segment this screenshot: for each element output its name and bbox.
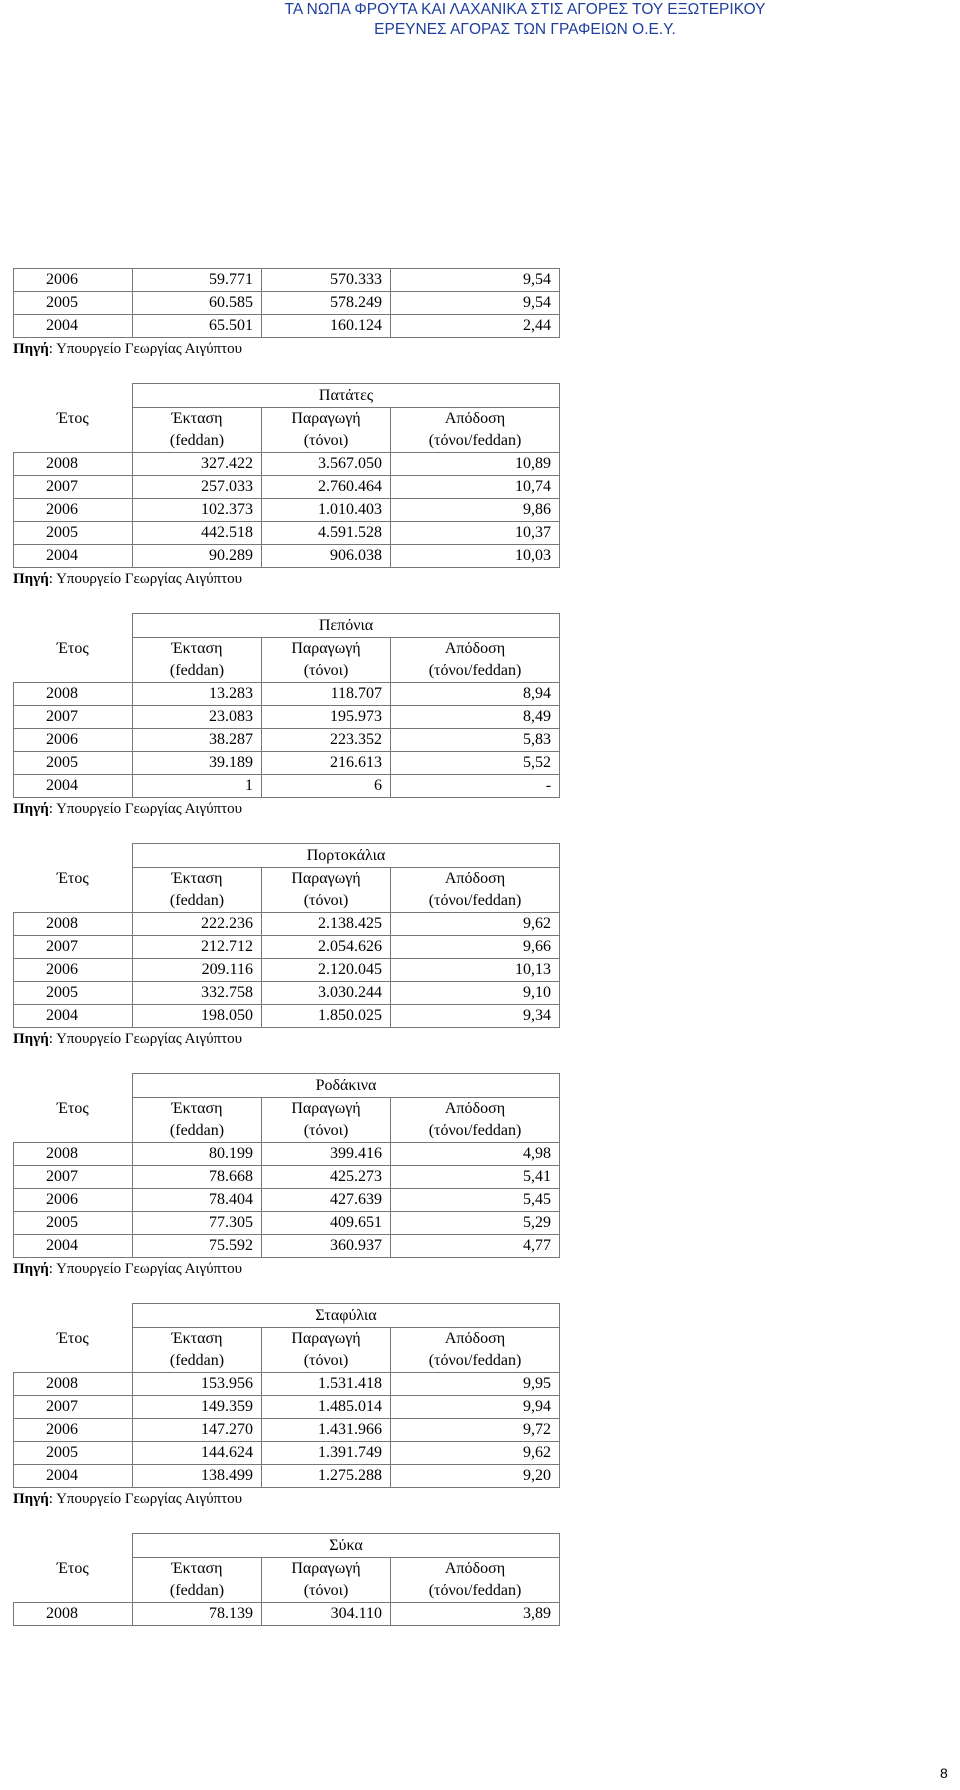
cell-area: 222.236 (133, 913, 262, 936)
cell-year: 2006 (14, 1189, 133, 1212)
crop-table (13, 1533, 560, 1626)
cell-area: 23.083 (133, 706, 262, 729)
header-subtitle: ΕΡΕΥΝΕΣ ΑΓΟΡΑΣ ΤΩΝ ΓΡΑΦΕΙΩΝ Ο.Ε.Υ. (374, 21, 676, 38)
cell-yield: 9,54 (391, 292, 560, 315)
column-unit-yield: (τόνοι/feddan) (391, 1580, 560, 1603)
column-unit-yield: (τόνοι/feddan) (391, 1120, 560, 1143)
cell-production: 570.333 (262, 269, 391, 292)
table-row (14, 1166, 560, 1189)
crop-table (13, 1073, 560, 1258)
table-row (14, 1603, 560, 1626)
table-header-units-row (14, 1120, 560, 1143)
cell-year: 2004 (14, 545, 133, 568)
crop-table (13, 1303, 560, 1488)
column-header-production: Παραγωγή (262, 1328, 391, 1351)
table-header-row (14, 1098, 560, 1121)
table-row (14, 1212, 560, 1235)
column-header-yield: Απόδοση (391, 1558, 560, 1581)
source-label: Πηγή (13, 341, 49, 357)
cell-year: 2006 (14, 499, 133, 522)
cell-year: 2004 (14, 775, 133, 798)
cell-year: 2006 (14, 959, 133, 982)
cell-production: 1.485.014 (262, 1396, 391, 1419)
cell-production: 1.531.418 (262, 1373, 391, 1396)
cell-yield: 2,44 (391, 315, 560, 338)
cell-year: 2008 (14, 913, 133, 936)
cell-year: 2004 (14, 1235, 133, 1258)
column-unit-production: (τόνοι) (262, 430, 391, 453)
cell-area: 60.585 (133, 292, 262, 315)
cell-year: 2004 (14, 315, 133, 338)
table-row (14, 1143, 560, 1166)
cell-production: 3.030.244 (262, 982, 391, 1005)
cell-production: 304.110 (262, 1603, 391, 1626)
column-unit-yield: (τόνοι/feddan) (391, 660, 560, 683)
cell-production: 360.937 (262, 1235, 391, 1258)
table-title-spacer (14, 614, 133, 638)
table-title-row (14, 614, 560, 638)
table-row (14, 545, 560, 568)
column-unit-year (14, 430, 133, 453)
column-header-yield: Απόδοση (391, 1098, 560, 1121)
cell-area: 38.287 (133, 729, 262, 752)
source-label: Πηγή (13, 1491, 49, 1507)
source-label: Πηγή (13, 801, 49, 817)
cell-area: 212.712 (133, 936, 262, 959)
cell-year: 2008 (14, 1603, 133, 1626)
cell-production: 2.054.626 (262, 936, 391, 959)
cell-yield: 10,13 (391, 959, 560, 982)
cell-year: 2004 (14, 1005, 133, 1028)
table-title-row (14, 1534, 560, 1558)
table-title-spacer (14, 1304, 133, 1328)
cell-production: 6 (262, 775, 391, 798)
column-unit-area: (feddan) (133, 1350, 262, 1373)
column-header-production: Παραγωγή (262, 1098, 391, 1121)
column-unit-yield: (τόνοι/feddan) (391, 890, 560, 913)
column-unit-year (14, 660, 133, 683)
cell-year: 2005 (14, 292, 133, 315)
cell-yield: - (391, 775, 560, 798)
cell-yield: 9,62 (391, 913, 560, 936)
column-header-production: Παραγωγή (262, 408, 391, 431)
cell-production: 2.138.425 (262, 913, 391, 936)
cell-area: 78.404 (133, 1189, 262, 1212)
cell-production: 906.038 (262, 545, 391, 568)
table-row (14, 752, 560, 775)
cell-production: 118.707 (262, 683, 391, 706)
column-header-area: Έκταση (133, 638, 262, 661)
cell-production: 427.639 (262, 1189, 391, 1212)
cell-yield: 5,29 (391, 1212, 560, 1235)
cell-production: 216.613 (262, 752, 391, 775)
cell-area: 327.422 (133, 453, 262, 476)
table-row (14, 1189, 560, 1212)
column-header-yield: Απόδοση (391, 408, 560, 431)
cell-yield: 5,83 (391, 729, 560, 752)
cell-year: 2006 (14, 1419, 133, 1442)
cell-yield: 9,62 (391, 1442, 560, 1465)
table-title-row (14, 844, 560, 868)
column-header-production: Παραγωγή (262, 638, 391, 661)
cell-production: 2.120.045 (262, 959, 391, 982)
page-number: 8 (940, 1765, 948, 1781)
source-text: : Υπουργείο Γεωργίας Αιγύπτου (48, 341, 243, 357)
cell-year: 2007 (14, 706, 133, 729)
source-text: : Υπουργείο Γεωργίας Αιγύπτου (48, 1261, 243, 1277)
column-header-year: Έτος (56, 639, 89, 657)
table-title-row (14, 1074, 560, 1098)
cell-area: 442.518 (133, 522, 262, 545)
table-title-row (14, 384, 560, 408)
table-header-units-row (14, 1580, 560, 1603)
column-unit-area: (feddan) (133, 890, 262, 913)
cell-area: 147.270 (133, 1419, 262, 1442)
crop-table (13, 843, 560, 1028)
cell-area: 149.359 (133, 1396, 262, 1419)
source-note (13, 1258, 559, 1280)
cell-production: 1.391.749 (262, 1442, 391, 1465)
cell-production: 1.431.966 (262, 1419, 391, 1442)
cell-yield: 9,72 (391, 1419, 560, 1442)
table-title: Πεπόνια (133, 614, 560, 638)
table-row (14, 1465, 560, 1488)
cell-area: 78.139 (133, 1603, 262, 1626)
table-header-units-row (14, 1350, 560, 1373)
source-note (13, 568, 559, 590)
table-row (14, 959, 560, 982)
table-title-row (14, 1304, 560, 1328)
cell-area: 77.305 (133, 1212, 262, 1235)
table-row (14, 706, 560, 729)
column-unit-area: (feddan) (133, 430, 262, 453)
cell-year: 2007 (14, 1166, 133, 1189)
cell-area: 209.116 (133, 959, 262, 982)
table-title: Σταφύλια (133, 1304, 560, 1328)
table-header-row (14, 1328, 560, 1351)
table-row (14, 522, 560, 545)
header-title: ΤΑ ΝΩΠΑ ΦΡΟΥΤΑ ΚΑΙ ΛΑΧΑΝΙΚΑ ΣΤΙΣ ΑΓΟΡΕΣ ΤΟΥ ΕΞΩΤΕΡΙΚΟΥ (284, 1, 766, 18)
cell-production: 160.124 (262, 315, 391, 338)
cell-year: 2007 (14, 1396, 133, 1419)
table-header-units-row (14, 890, 560, 913)
cell-production: 399.416 (262, 1143, 391, 1166)
table-row (14, 1419, 560, 1442)
cell-area: 144.624 (133, 1442, 262, 1465)
cell-production: 4.591.528 (262, 522, 391, 545)
column-unit-area: (feddan) (133, 660, 262, 683)
page-header (0, 0, 960, 40)
column-header-year: Έτος (56, 1559, 89, 1577)
table-row (14, 775, 560, 798)
cell-production: 2.760.464 (262, 476, 391, 499)
cell-yield: 9,95 (391, 1373, 560, 1396)
cell-year: 2007 (14, 476, 133, 499)
cell-area: 257.033 (133, 476, 262, 499)
crop-table-section (13, 1303, 559, 1510)
cell-yield: 8,94 (391, 683, 560, 706)
table-header-row (14, 1558, 560, 1581)
crop-table (13, 613, 560, 798)
source-label: Πηγή (13, 571, 49, 587)
column-unit-year (14, 1120, 133, 1143)
table-header-units-row (14, 660, 560, 683)
column-unit-production: (τόνοι) (262, 890, 391, 913)
source-note (13, 1488, 559, 1510)
column-header-area: Έκταση (133, 868, 262, 891)
crop-table-section (13, 268, 559, 360)
table-title: Σύκα (133, 1534, 560, 1558)
source-note (13, 798, 559, 820)
cell-area: 59.771 (133, 269, 262, 292)
crop-table-section (13, 383, 559, 590)
crop-table-section (13, 613, 559, 820)
source-note (13, 338, 559, 360)
cell-yield: 9,20 (391, 1465, 560, 1488)
column-unit-production: (τόνοι) (262, 1120, 391, 1143)
table-header-row (14, 408, 560, 431)
table-title-spacer (14, 1534, 133, 1558)
cell-area: 102.373 (133, 499, 262, 522)
cell-production: 1.850.025 (262, 1005, 391, 1028)
column-unit-year (14, 1350, 133, 1373)
cell-year: 2005 (14, 1442, 133, 1465)
cell-area: 198.050 (133, 1005, 262, 1028)
table-row (14, 453, 560, 476)
column-header-year: Έτος (56, 1099, 89, 1117)
column-unit-yield: (τόνοι/feddan) (391, 1350, 560, 1373)
column-header-area: Έκταση (133, 1098, 262, 1121)
crop-table (13, 268, 560, 338)
cell-area: 78.668 (133, 1166, 262, 1189)
crop-table (13, 383, 560, 568)
cell-area: 75.592 (133, 1235, 262, 1258)
cell-area: 90.289 (133, 545, 262, 568)
cell-production: 1.010.403 (262, 499, 391, 522)
cell-yield: 10,89 (391, 453, 560, 476)
source-text: : Υπουργείο Γεωργίας Αιγύπτου (48, 571, 243, 587)
column-unit-year (14, 1580, 133, 1603)
table-row (14, 913, 560, 936)
column-header-yield: Απόδοση (391, 638, 560, 661)
table-title: Ροδάκινα (133, 1074, 560, 1098)
table-row (14, 1005, 560, 1028)
cell-production: 425.273 (262, 1166, 391, 1189)
table-row (14, 1442, 560, 1465)
cell-yield: 10,74 (391, 476, 560, 499)
column-unit-production: (τόνοι) (262, 1580, 391, 1603)
cell-year: 2005 (14, 752, 133, 775)
cell-yield: 5,52 (391, 752, 560, 775)
table-title-spacer (14, 384, 133, 408)
cell-area: 13.283 (133, 683, 262, 706)
table-row (14, 729, 560, 752)
cell-production: 195.973 (262, 706, 391, 729)
column-header-yield: Απόδοση (391, 1328, 560, 1351)
cell-area: 138.499 (133, 1465, 262, 1488)
cell-yield: 9,86 (391, 499, 560, 522)
table-title-spacer (14, 1074, 133, 1098)
table-row (14, 936, 560, 959)
table-header-row (14, 868, 560, 891)
column-unit-yield: (τόνοι/feddan) (391, 430, 560, 453)
table-row (14, 292, 560, 315)
column-header-area: Έκταση (133, 408, 262, 431)
column-header-production: Παραγωγή (262, 1558, 391, 1581)
table-row (14, 1373, 560, 1396)
cell-yield: 9,66 (391, 936, 560, 959)
column-header-year: Έτος (56, 409, 89, 427)
column-unit-production: (τόνοι) (262, 660, 391, 683)
table-title-spacer (14, 844, 133, 868)
column-header-area: Έκταση (133, 1328, 262, 1351)
cell-yield: 8,49 (391, 706, 560, 729)
table-title: Πατάτες (133, 384, 560, 408)
table-row (14, 1235, 560, 1258)
cell-year: 2008 (14, 453, 133, 476)
cell-yield: 5,41 (391, 1166, 560, 1189)
cell-year: 2008 (14, 1143, 133, 1166)
cell-year: 2004 (14, 1465, 133, 1488)
table-row (14, 982, 560, 1005)
table-header-units-row (14, 430, 560, 453)
column-header-area: Έκταση (133, 1558, 262, 1581)
cell-year: 2005 (14, 522, 133, 545)
cell-year: 2005 (14, 1212, 133, 1235)
crop-table-section (13, 843, 559, 1050)
table-title: Πορτοκάλια (133, 844, 560, 868)
source-text: : Υπουργείο Γεωργίας Αιγύπτου (48, 1491, 243, 1507)
column-header-year: Έτος (56, 869, 89, 887)
cell-production: 409.651 (262, 1212, 391, 1235)
cell-production: 1.275.288 (262, 1465, 391, 1488)
cell-area: 332.758 (133, 982, 262, 1005)
column-header-yield: Απόδοση (391, 868, 560, 891)
column-unit-year (14, 890, 133, 913)
column-unit-production: (τόνοι) (262, 1350, 391, 1373)
source-label: Πηγή (13, 1031, 49, 1047)
table-header-row (14, 638, 560, 661)
table-row (14, 269, 560, 292)
source-text: : Υπουργείο Γεωργίας Αιγύπτου (48, 801, 243, 817)
cell-year: 2005 (14, 982, 133, 1005)
crop-table-section (13, 1533, 559, 1626)
cell-year: 2008 (14, 1373, 133, 1396)
source-text: : Υπουργείο Γεωργίας Αιγύπτου (48, 1031, 243, 1047)
cell-area: 80.199 (133, 1143, 262, 1166)
cell-yield: 10,03 (391, 545, 560, 568)
table-row (14, 499, 560, 522)
crop-table-section (13, 1073, 559, 1280)
table-row (14, 1396, 560, 1419)
cell-yield: 4,77 (391, 1235, 560, 1258)
column-header-year: Έτος (56, 1329, 89, 1347)
cell-yield: 3,89 (391, 1603, 560, 1626)
cell-year: 2008 (14, 683, 133, 706)
column-header-production: Παραγωγή (262, 868, 391, 891)
cell-yield: 9,54 (391, 269, 560, 292)
cell-year: 2006 (14, 729, 133, 752)
cell-area: 65.501 (133, 315, 262, 338)
column-unit-area: (feddan) (133, 1580, 262, 1603)
table-row (14, 315, 560, 338)
cell-yield: 4,98 (391, 1143, 560, 1166)
cell-year: 2007 (14, 936, 133, 959)
cell-production: 578.249 (262, 292, 391, 315)
cell-yield: 9,34 (391, 1005, 560, 1028)
cell-area: 39.189 (133, 752, 262, 775)
cell-yield: 9,94 (391, 1396, 560, 1419)
cell-production: 3.567.050 (262, 453, 391, 476)
cell-yield: 5,45 (391, 1189, 560, 1212)
cell-production: 223.352 (262, 729, 391, 752)
source-note (13, 1028, 559, 1050)
cell-year: 2006 (14, 269, 133, 292)
cell-yield: 10,37 (391, 522, 560, 545)
table-row (14, 476, 560, 499)
table-row (14, 683, 560, 706)
column-unit-area: (feddan) (133, 1120, 262, 1143)
cell-yield: 9,10 (391, 982, 560, 1005)
cell-area: 1 (133, 775, 262, 798)
source-label: Πηγή (13, 1261, 49, 1277)
cell-area: 153.956 (133, 1373, 262, 1396)
